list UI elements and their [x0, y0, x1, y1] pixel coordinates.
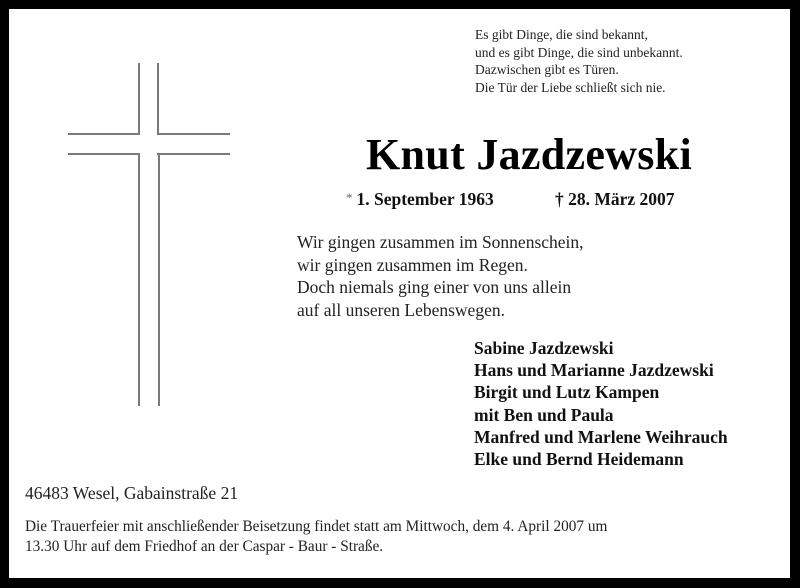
poem-line: auf all unseren Lebenswegen. — [297, 299, 505, 320]
motto-line: Die Tür der Liebe schließt sich nie. — [475, 79, 666, 95]
cross-line — [138, 63, 140, 134]
death-date-line — [555, 189, 675, 210]
birth-date-line — [346, 189, 494, 210]
mourner-entry: Manfred und Marlene Weihrauch — [474, 426, 728, 447]
cross-line — [158, 153, 160, 406]
mourners-list — [474, 337, 728, 470]
cross-line — [68, 133, 140, 135]
birth-date: 1. September 1963 — [356, 189, 494, 209]
death-date: 28. März 2007 — [568, 189, 675, 209]
poem-line: wir gingen zusammen im Regen. — [297, 254, 528, 275]
cross-line — [157, 133, 230, 135]
motto-verse — [475, 26, 683, 96]
cross-line — [157, 63, 159, 134]
funeral-service-info — [25, 517, 607, 556]
service-line: 13.30 Uhr auf dem Friedhof an der Caspar - Baur - Straße. — [25, 537, 384, 555]
mourner-entry: Hans und Marianne Jazdzewski — [474, 360, 714, 381]
motto-line: und es gibt Dinge, die sind unbekannt. — [475, 44, 683, 60]
service-line: Die Trauerfeier mit anschließender Beisetzung findet statt am Mittwoch, dem 4. April 2007 um — [25, 518, 608, 535]
poem-line: Wir gingen zusammen im Sonnenschein, — [297, 232, 584, 252]
obituary-card — [9, 9, 790, 578]
family-address: 46483 Wesel, Gabainstraße 21 — [25, 483, 239, 503]
poem-line: Doch niemals ging einer von uns allein — [297, 277, 572, 297]
mourner-entry: Sabine Jazdzewski — [474, 338, 614, 358]
birth-star-icon: * — [346, 190, 353, 205]
mourner-entry: Elke und Bernd Heidemann — [474, 449, 684, 470]
deceased-name: Knut Jazdzewski — [366, 130, 692, 179]
cross-line — [138, 153, 140, 406]
poem-verse — [297, 231, 584, 321]
cross-line — [68, 153, 140, 155]
death-dagger-icon: † — [555, 189, 564, 209]
motto-line: Es gibt Dinge, die sind bekannt, — [475, 27, 648, 42]
mourner-entry: mit Ben und Paula — [474, 404, 614, 425]
cross-line — [157, 153, 230, 155]
mourner-entry: Birgit und Lutz Kampen — [474, 382, 660, 403]
motto-line: Dazwischen gibt es Türen. — [475, 62, 619, 77]
